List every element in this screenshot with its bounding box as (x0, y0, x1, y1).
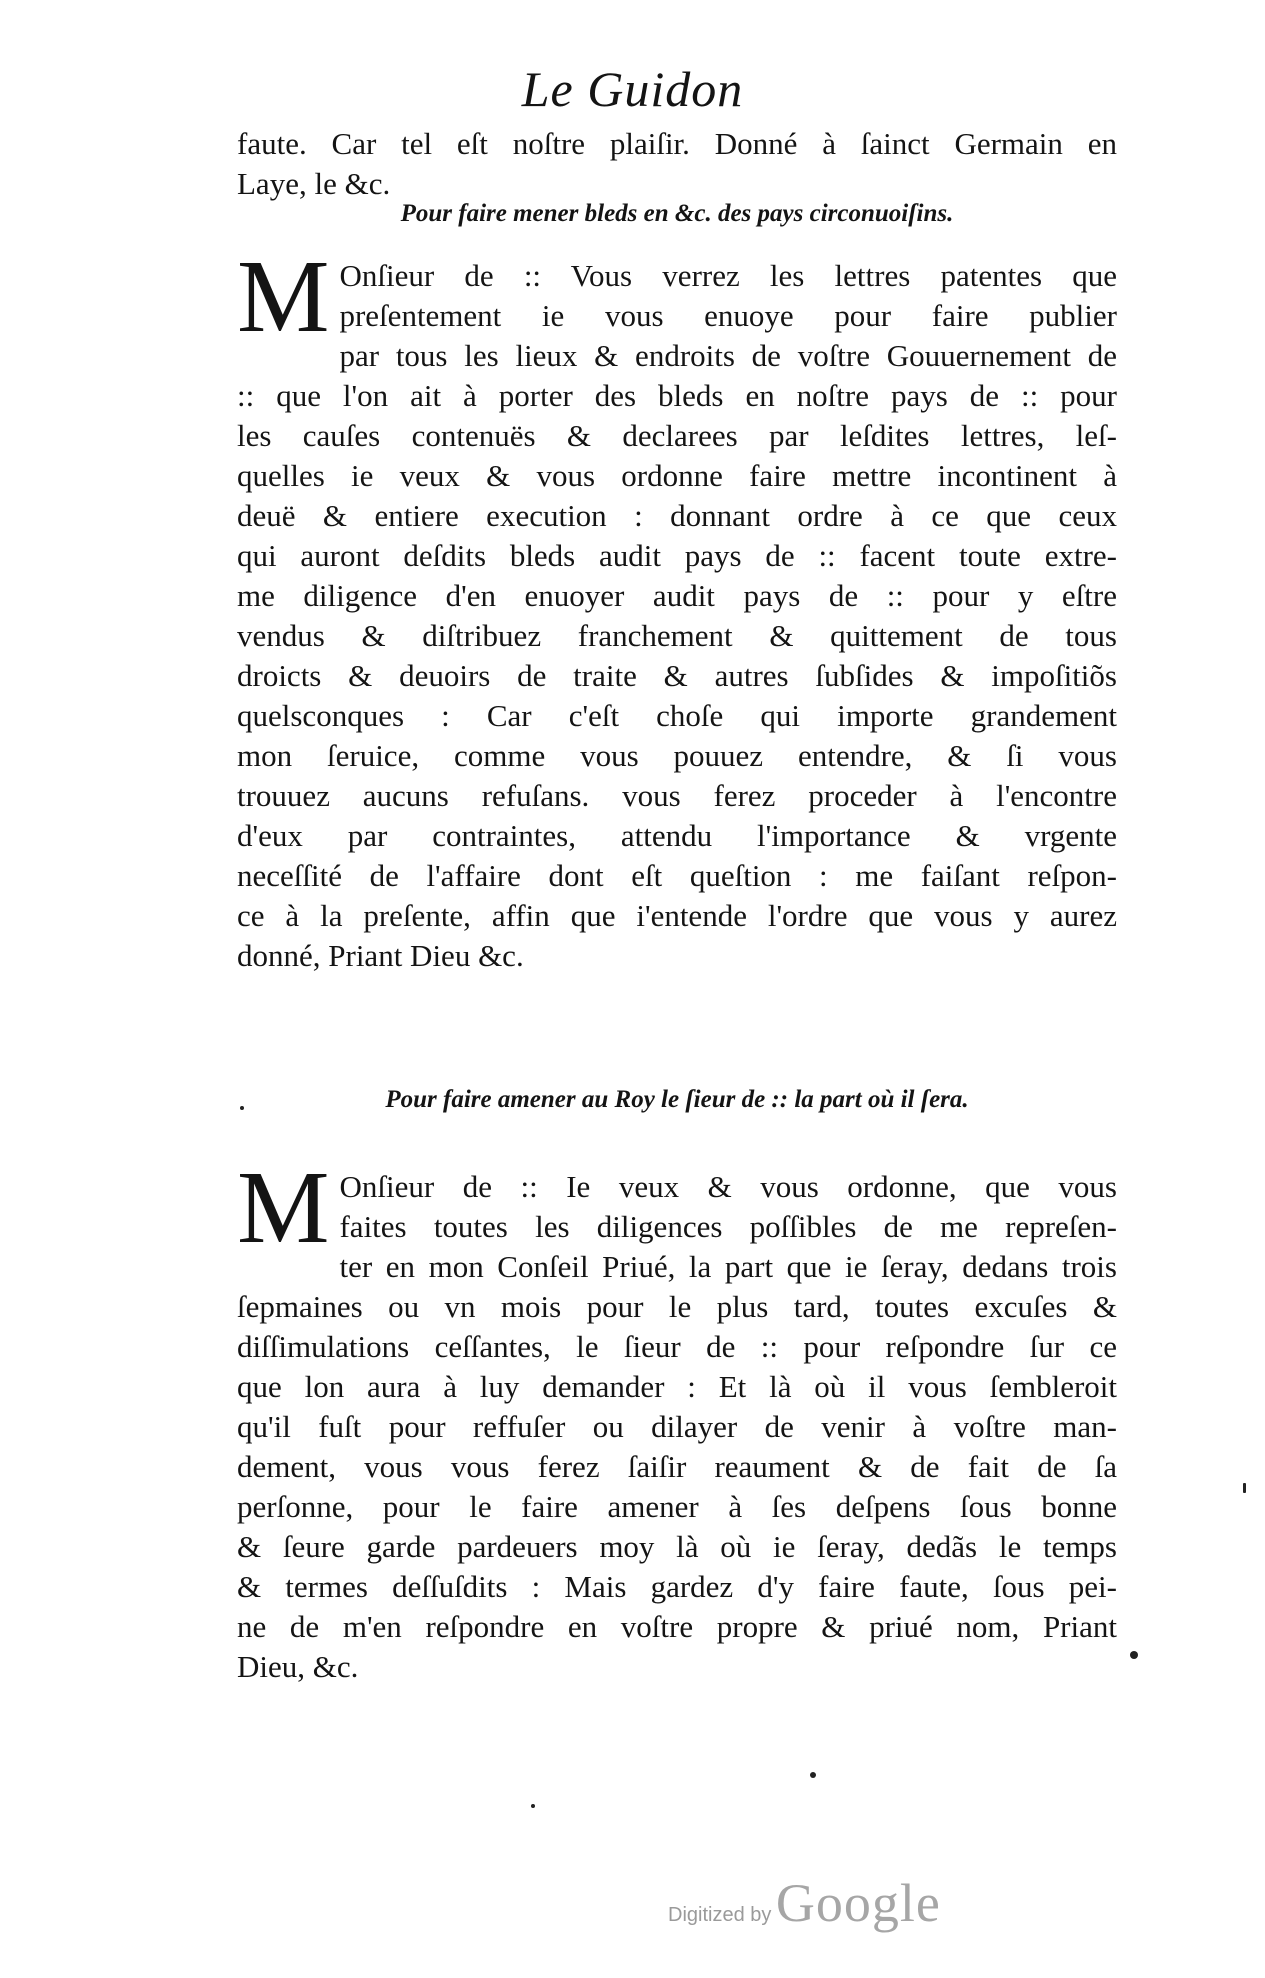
scan-speck (1130, 1651, 1138, 1659)
section-body-1 (237, 239, 1117, 976)
text-line: & termes deſſuſdits : Mais gardez d'y faire faute, ſous pei- (237, 1569, 1117, 1604)
text-line: me diligence d'en enuoyer audit pays de :: pour y eſtre (237, 578, 1117, 613)
text-line: Onſieur de :: Ie veux & vous ordonne, que vous (339, 1169, 1117, 1204)
text-line: quelsconques : Car c'eſt choſe qui importe grandement (237, 698, 1117, 733)
text-line: qu'il fuſt pour reffuſer ou dilayer de venir à voſtre man- (237, 1409, 1117, 1444)
scan-speck (531, 1804, 535, 1808)
scan-speck (240, 1106, 244, 1110)
text-line: quelles ie veux & vous ordonne faire mettre incontinent à (237, 458, 1117, 493)
section-body-2 (237, 1150, 1117, 1687)
text-line: :: que l'on ait à porter des bleds en noſtre pays de :: pour (237, 378, 1117, 413)
text-line: donné, Priant Dieu &c. (237, 938, 524, 973)
running-head: Le Guidon (521, 61, 744, 117)
text-line: faites toutes les diligences poſſibles de me repreſen- (339, 1209, 1117, 1244)
text-line: que lon aura à luy demander : Et là où il vous ſembleroit (237, 1369, 1117, 1404)
text-line: dement, vous vous ferez ſaiſir reaument & de fait de ſa (237, 1449, 1117, 1484)
text-line: Laye, le &c. (237, 166, 391, 201)
section-heading-2: Pour faire amener au Roy le ſieur de :: la part où il ſera. (385, 1086, 969, 1113)
text-line: par tous les lieux & endroits de voſtre Gouuernement de (339, 338, 1117, 373)
text-line: ne de m'en reſpondre en voſtre propre & priué nom, Priant (237, 1609, 1117, 1644)
text-line: les cauſes contenuës & declarees par leſdites lettres, leſ- (237, 418, 1117, 453)
text-line: ter en mon Conſeil Priué, la part que ie ſeray, dedans trois (339, 1249, 1117, 1284)
text-line: droicts & deuoirs de traite & autres ſubſides & impoſitiõs (237, 658, 1117, 693)
text-line: & ſeure garde pardeuers moy là où ie ſeray, dedãs le temps (237, 1529, 1117, 1564)
text-line: mon ſeruice, comme vous pouuez entendre, & ſi vous (237, 738, 1117, 773)
text-line: deuë & entiere execution : donnant ordre à ce que ceux (237, 498, 1117, 533)
text-line: preſentement ie vous enuoye pour faire publier (339, 298, 1117, 333)
scan-speck (1243, 1483, 1246, 1493)
text-line: neceſſité de l'affaire dont eſt queſtion : me faiſant reſpon- (237, 858, 1117, 893)
drop-cap: M (237, 239, 330, 354)
google-logo: Google (775, 1873, 941, 1933)
watermark-prefix: Digitized by (668, 1904, 772, 1926)
text-line: ſepmaines ou vn mois pour le plus tard, toutes excuſes & (237, 1289, 1117, 1324)
text-line: diſſimulations ceſſantes, le ſieur de :: pour reſpondre ſur ce (237, 1329, 1117, 1364)
drop-cap: M (237, 1150, 330, 1265)
digitized-watermark (668, 1872, 941, 1934)
text-line: perſonne, pour le faire amener à ſes deſpens ſous bonne (237, 1489, 1117, 1524)
text-line: d'eux par contraintes, attendu l'importance & vrgente (237, 818, 1117, 853)
text-line: vendus & diſtribuez franchement & quittement de tous (237, 618, 1117, 653)
continuation-text (237, 124, 1117, 204)
text-line: trouuez aucuns refuſans. vous ferez proceder à l'encontre (237, 778, 1117, 813)
text-line: Dieu, &c. (237, 1649, 359, 1684)
text-line: ce à la preſente, affin que i'entende l'ordre que vous y aurez (237, 898, 1117, 933)
section-heading-1: Pour faire mener bleds en &c. des pays circonuoiſins. (400, 200, 954, 227)
text-line: Onſieur de :: Vous verrez les lettres patentes que (339, 258, 1117, 293)
text-line: faute. Car tel eſt noſtre plaiſir. Donné à ſainct Germain en (237, 126, 1117, 161)
scan-speck (810, 1772, 816, 1778)
text-line: qui auront deſdits bleds audit pays de :: facent toute extre- (237, 538, 1117, 573)
